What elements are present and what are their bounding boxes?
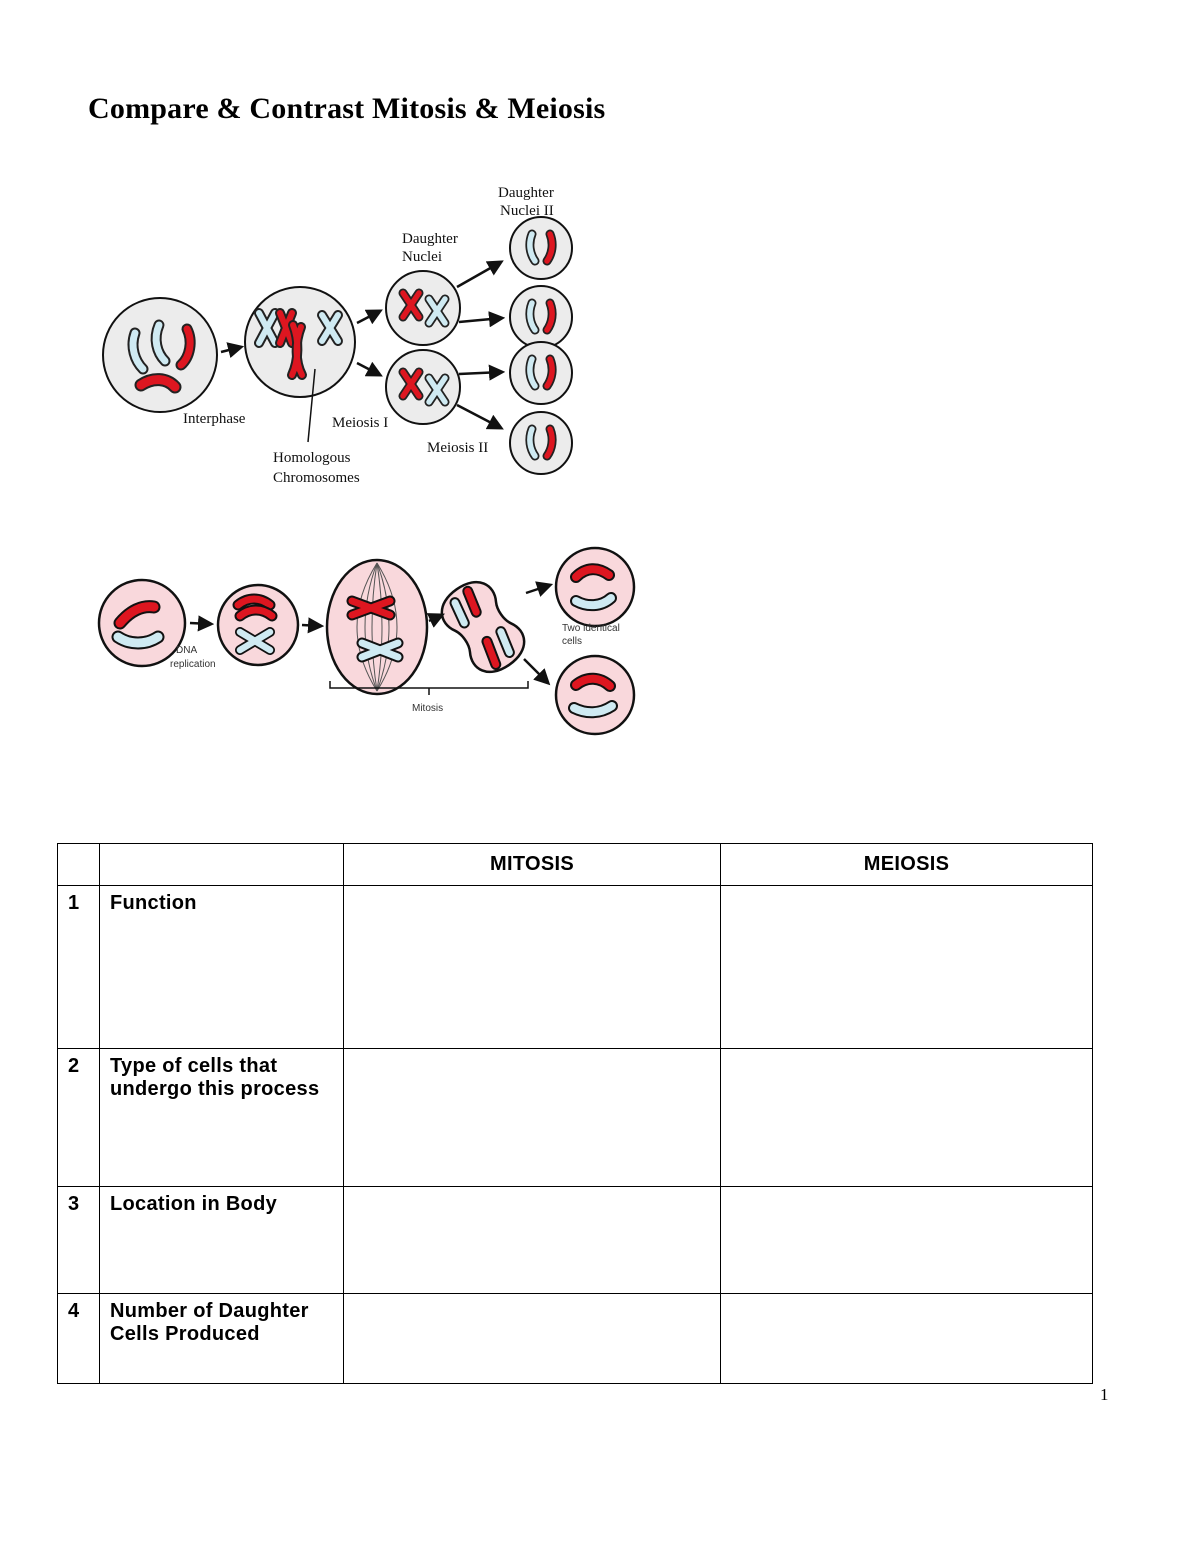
- label-daughter-nuclei-2: Nuclei: [402, 249, 442, 265]
- label-homologous: Homologous: [273, 450, 351, 466]
- daughter-nucleus-cell-2: [386, 350, 460, 424]
- label-homologous-2: Chromosomes: [273, 470, 360, 486]
- label-daughter-nuclei-ii: Daughter: [498, 185, 554, 201]
- daughter-nucleus-cell-1: [386, 271, 460, 345]
- row-label-function: Function: [100, 886, 344, 1049]
- row-number: 3: [58, 1187, 100, 1294]
- label-two-identical-cells: Two identical: [562, 623, 620, 634]
- answer-cell-mitosis-2: [344, 1049, 721, 1187]
- row-label-cell-type: Type of cells that undergo this process: [100, 1049, 344, 1187]
- header-blank-num: [58, 844, 100, 886]
- label-meiosis-i: Meiosis I: [332, 415, 389, 431]
- header-mitosis: MITOSIS: [344, 844, 721, 886]
- mitosis-diagram: [90, 535, 650, 750]
- daughter-nucleus-ii-cell-1: [510, 217, 572, 279]
- page-title: Compare & Contrast Mitosis & Meiosis: [88, 92, 606, 125]
- daughter-nucleus-ii-cell-4: [510, 412, 572, 474]
- answer-cell-meiosis-1: [721, 886, 1093, 1049]
- row-number: 2: [58, 1049, 100, 1187]
- row-number: 1: [58, 886, 100, 1049]
- header-meiosis: MEIOSIS: [721, 844, 1093, 886]
- table-row: [58, 1294, 1093, 1384]
- label-meiosis-ii: Meiosis II: [427, 440, 489, 456]
- answer-cell-meiosis-4: [721, 1294, 1093, 1384]
- row-label-daughter-cells: Number of Daughter Cells Produced: [100, 1294, 344, 1384]
- answer-cell-mitosis-4: [344, 1294, 721, 1384]
- table-row: [58, 886, 1093, 1049]
- table-header-row: [58, 844, 1093, 886]
- table-row: [58, 1049, 1093, 1187]
- daughter-nucleus-ii-cell-2: [510, 286, 572, 348]
- answer-cell-mitosis-1: [344, 886, 721, 1049]
- row-number: 4: [58, 1294, 100, 1384]
- mitosis-replicated-cell: [218, 585, 298, 665]
- table-row: [58, 1187, 1093, 1294]
- mitosis-daughter-cell-1: [556, 548, 634, 626]
- mitosis-parent-cell: [99, 580, 185, 666]
- mitosis-daughter-cell-2: [556, 656, 634, 734]
- page-number: 1: [1100, 1385, 1109, 1404]
- mitosis-dividing-cell: [433, 573, 533, 681]
- answer-cell-meiosis-3: [721, 1187, 1093, 1294]
- label-daughter-nuclei: Daughter: [402, 231, 458, 247]
- label-dna-replication-2: replication: [170, 659, 216, 670]
- mitosis-metaphase-cell: [327, 560, 427, 694]
- label-two-identical-cells-2: cells: [562, 636, 583, 647]
- answer-cell-mitosis-3: [344, 1187, 721, 1294]
- meiosis-i-cell: [245, 287, 355, 397]
- label-mitosis: Mitosis: [412, 703, 444, 714]
- row-label-location: Location in Body: [100, 1187, 344, 1294]
- label-interphase: Interphase: [183, 411, 246, 427]
- label-daughter-nuclei-ii-2: Nuclei II: [500, 203, 554, 219]
- interphase-cell: [103, 298, 217, 412]
- meiosis-diagram: [95, 175, 600, 495]
- label-dna-replication: DNA: [176, 645, 198, 656]
- comparison-table: [57, 843, 1093, 1384]
- daughter-nucleus-ii-cell-3: [510, 342, 572, 404]
- answer-cell-meiosis-2: [721, 1049, 1093, 1187]
- header-blank-label: [100, 844, 344, 886]
